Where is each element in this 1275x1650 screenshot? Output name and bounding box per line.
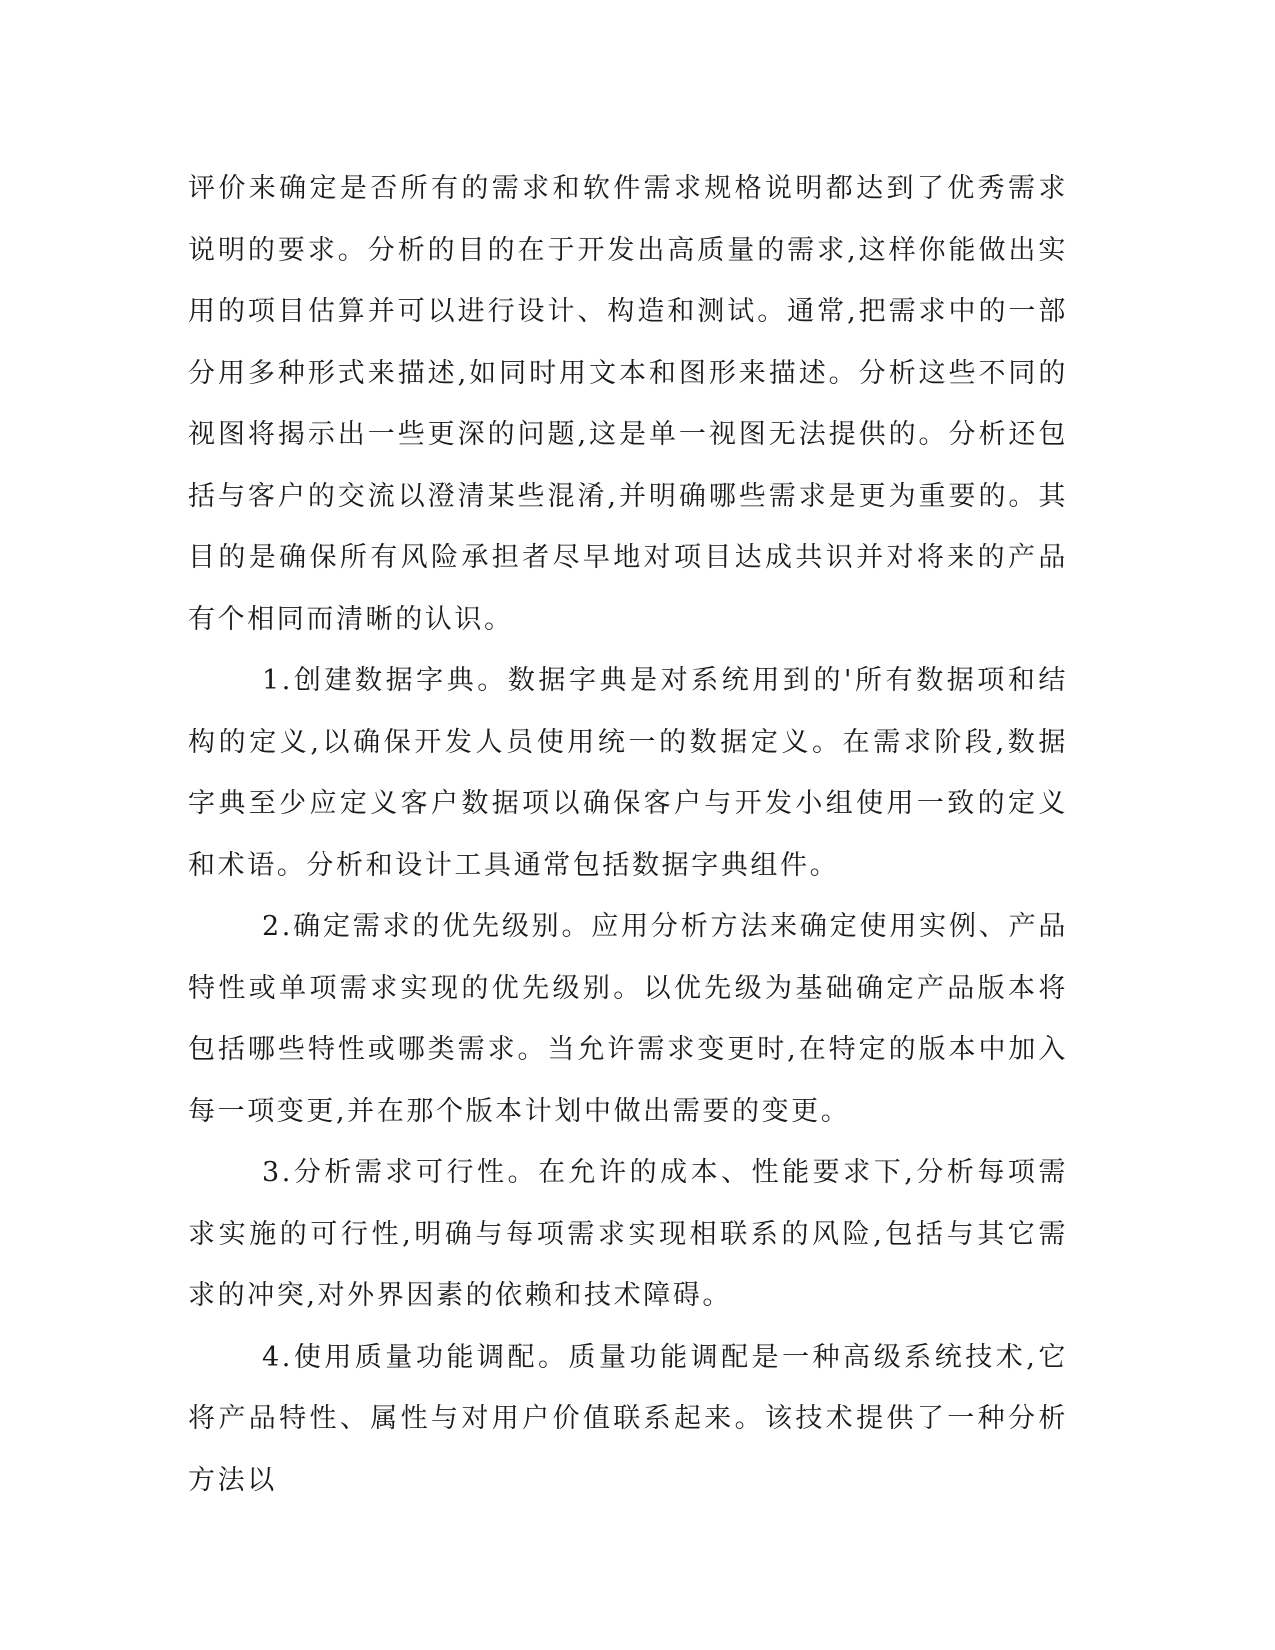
document-body [188, 158, 1068, 1511]
paragraph-item-3: 3.分析需求可行性。在允许的成本、性能要求下,分析每项需求实施的可行性,明确与每项需求实现相联系的风险,包括与其它需求的冲突,对外界因素的依赖和技术障碍。 [188, 1157, 1068, 1311]
paragraph-continued: 评价来确定是否所有的需求和软件需求规格说明都达到了优秀需求说明的要求。分析的目的在于开发出高质量的需求,这样你能做出实用的项目估算并可以进行设计、构造和测试。通常,把需求中的一部分用多种形式来描述,如同时用文本和图形来描述。分析这些不同的视图将揭示出一些更深的问题,这是单一视图无法提供的。分析还包括与客户的交流以澄清某些混淆,并明确哪些需求是更为重要的。其目的是确保所有风险承担者尽早地对项目达成共识并对将来的产品有个相同而清晰的认识。 [188, 173, 1068, 635]
paragraph-item-1: 1.创建数据字典。数据字典是对系统用到的'所有数据项和结构的定义,以确保开发人员使用统一的数据定义。在需求阶段,数据字典至少应定义客户数据项以确保客户与开发小组使用一致的定义和术语。分析和设计工具通常包括数据字典组件。 [188, 665, 1068, 881]
paragraph-item-4: 4.使用质量功能调配。质量功能调配是一种高级系统技术,它将产品特性、属性与对用户价值联系起来。该技术提供了一种分析方法以 [188, 1341, 1068, 1496]
paragraph-item-2: 2.确定需求的优先级别。应用分析方法来确定使用实例、产品特性或单项需求实现的优先级别。以优先级为基础确定产品版本将包括哪些特性或哪类需求。当允许需求变更时,在特定的版本中加入每一项变更,并在那个版本计划中做出需要的变更。 [188, 911, 1068, 1127]
